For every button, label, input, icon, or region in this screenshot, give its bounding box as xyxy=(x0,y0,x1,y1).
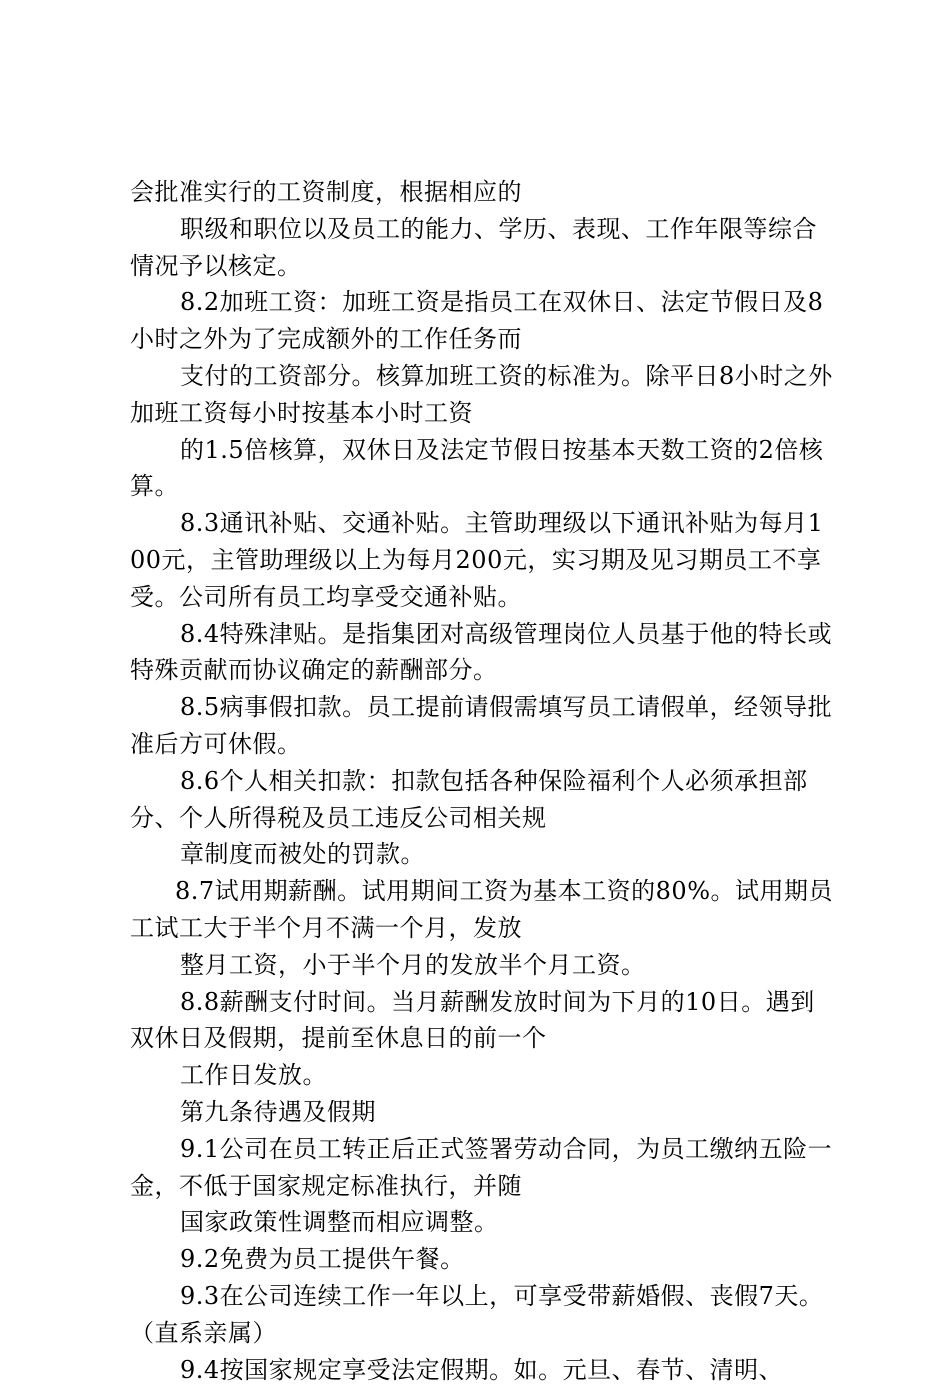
paragraph-14: 工作日发放。 xyxy=(130,1057,835,1094)
paragraph-2: 职级和职位以及员工的能力、学历、表现、工作年限等综合情况予以核定。 xyxy=(130,211,835,285)
paragraph-1: 会批准实行的工资制度，根据相应的 xyxy=(130,174,835,211)
paragraph-5: 的1.5倍核算，双休日及法定节假日按基本天数工资的2倍核算。 xyxy=(130,432,835,506)
paragraph-18: 9.2免费为员工提供午餐。 xyxy=(130,1241,835,1278)
document-body xyxy=(130,174,835,1388)
paragraph-17: 国家政策性调整而相应调整。 xyxy=(130,1204,835,1241)
paragraph-3: 8.2加班工资：加班工资是指员工在双休日、法定节假日及8小时之外为了完成额外的工作任务而 xyxy=(130,284,835,358)
paragraph-19: 9.3在公司连续工作一年以上，可享受带薪婚假、丧假7天。（直系亲属） xyxy=(130,1278,835,1352)
paragraph-8: 8.5病事假扣款。员工提前请假需填写员工请假单，经领导批准后方可休假。 xyxy=(130,689,835,763)
paragraph-7: 8.4特殊津贴。是指集团对高级管理岗位人员基于他的特长或特殊贡献而协议确定的薪酬部分。 xyxy=(130,616,835,690)
paragraph-20: 9.4按国家规定享受法定假期。如。元旦、春节、清明、 xyxy=(130,1352,835,1388)
section-heading: 第九条待遇及假期 xyxy=(130,1094,835,1131)
paragraph-4: 支付的工资部分。核算加班工资的标准为。除平日8小时之外加班工资每小时按基本小时工资 xyxy=(130,358,835,432)
paragraph-13: 8.8薪酬支付时间。当月薪酬发放时间为下月的10日。遇到双休日及假期，提前至休息日的前一个 xyxy=(130,984,835,1058)
paragraph-6: 8.3通讯补贴、交通补贴。主管助理级以下通讯补贴为每月100元，主管助理级以上为每月200元，实习期及见习期员工不享受。公司所有员工均享受交通补贴。 xyxy=(130,505,835,615)
paragraph-10: 章制度而被处的罚款。 xyxy=(130,836,835,873)
paragraph-11: 8.7试用期薪酬。试用期间工资为基本工资的80%。试用期员工试工大于半个月不满一个月，发放 xyxy=(130,873,835,947)
paragraph-9: 8.6个人相关扣款：扣款包括各种保险福利个人必须承担部分、个人所得税及员工违反公司相关规 xyxy=(130,763,835,837)
paragraph-16: 9.1公司在员工转正后正式签署劳动合同，为员工缴纳五险一金，不低于国家规定标准执行，并随 xyxy=(130,1131,835,1205)
paragraph-12: 整月工资，小于半个月的发放半个月工资。 xyxy=(130,947,835,984)
